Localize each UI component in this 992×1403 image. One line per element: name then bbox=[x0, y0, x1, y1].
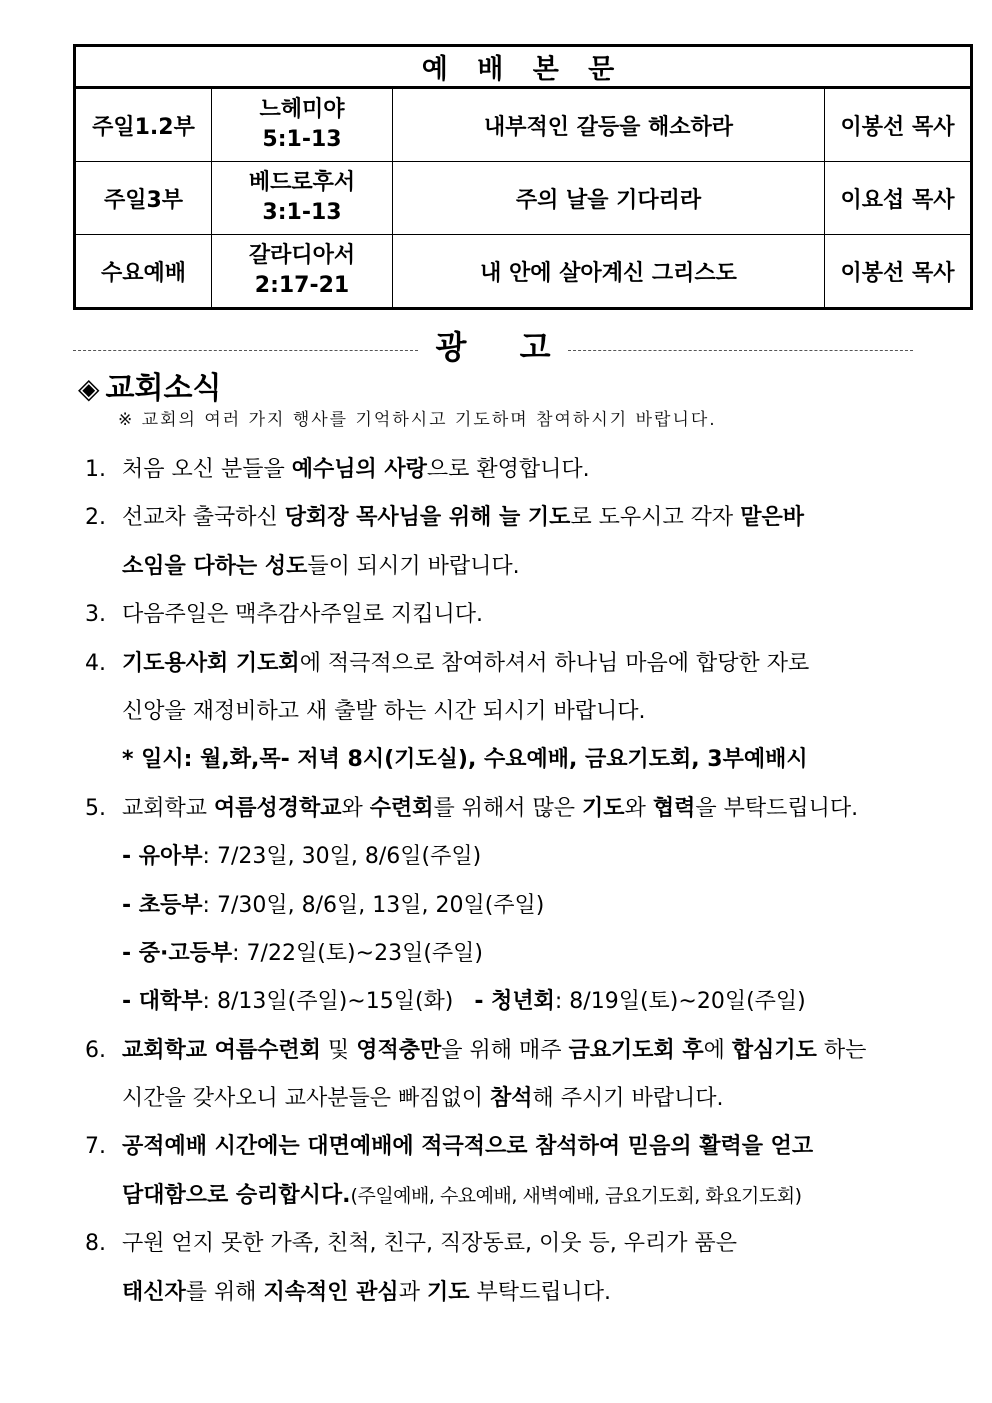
diamond-icon: ◈ bbox=[78, 372, 100, 405]
news-note: ※ 교회의 여러 가지 행사를 기억하시고 기도하며 참여하시기 바랍니다. bbox=[118, 410, 717, 430]
announcements-heading bbox=[73, 320, 913, 368]
schedule-title: 예 배 본 문 bbox=[75, 46, 972, 88]
list-item: 4. 기도용사회 기도회에 적극적으로 참여하셔서 하나님 마음에 합당한 자로 bbox=[85, 650, 810, 676]
list-item-continued: 시간을 갖사오니 교사분들은 빠짐없이 참석해 주시기 바랍니다. bbox=[122, 1086, 724, 1112]
announcements-title: 광 고 bbox=[435, 328, 551, 366]
scripture: 베드로후서 3:1-13 bbox=[212, 162, 393, 235]
sermon-title: 내 안에 살아계신 그리스도 bbox=[393, 235, 825, 309]
table-row bbox=[75, 235, 972, 309]
list-item: 1. 처음 오신 분들을 예수님의 사랑으로 환영합니다. bbox=[85, 457, 590, 482]
table-row bbox=[75, 88, 972, 162]
list-item-continued: * 일시: 월,화,목- 저녁 8시(기도실), 수요예배, 금요기도회, 3부예배시 bbox=[122, 747, 808, 773]
list-item: 8. 구원 얻지 못한 가족, 친척, 친구, 직장동료, 이웃 등, 우리가 품은 bbox=[85, 1231, 737, 1257]
worship-schedule-table bbox=[73, 44, 973, 310]
service-name: 수요예배 bbox=[75, 235, 212, 309]
service-name: 주일1.2부 bbox=[75, 88, 212, 162]
list-sub-item: - 초등부: 7/30일, 8/6일, 13일, 20일(주일) bbox=[122, 892, 545, 918]
table-row bbox=[75, 162, 972, 235]
scripture: 갈라디아서 2:17-21 bbox=[212, 235, 393, 309]
list-sub-item: - 중·고등부: 7/22일(토)~23일(주일) bbox=[122, 940, 483, 966]
preacher: 이봉선 목사 bbox=[825, 88, 972, 162]
preacher: 이봉선 목사 bbox=[825, 235, 972, 309]
church-news-heading bbox=[78, 363, 221, 407]
preacher: 이요섭 목사 bbox=[825, 162, 972, 235]
list-item: 5. 교회학교 여름성경학교와 수련회를 위해서 많은 기도와 협력을 부탁드립니다. bbox=[85, 795, 859, 821]
section-title: 교회소식 bbox=[105, 371, 222, 406]
list-sub-item: - 대학부: 8/13일(주일)~15일(화) - 청년회: 8/19일(토)~20일(주일) bbox=[122, 989, 806, 1015]
divider bbox=[568, 350, 913, 351]
list-item-continued: 담대함으로 승리합시다.(주일예배, 수요예배, 새벽예배, 금요기도회, 화요기도회) bbox=[122, 1182, 802, 1208]
list-item: 2. 선교차 출국하신 당회장 목사님을 위해 늘 기도로 도우시고 각자 맡은바 bbox=[85, 505, 804, 531]
list-item: 7. 공적예배 시간에는 대면예배에 적극적으로 참석하여 믿음의 활력을 얻고 bbox=[85, 1134, 814, 1160]
list-sub-item: - 유아부: 7/23일, 30일, 8/6일(주일) bbox=[122, 844, 482, 870]
list-item-continued: 태신자를 위해 지속적인 관심과 기도 부탁드립니다. bbox=[122, 1279, 611, 1305]
announcement-list bbox=[85, 450, 905, 1321]
scripture: 느헤미야 5:1-13 bbox=[212, 88, 393, 162]
service-name: 주일3부 bbox=[75, 162, 212, 235]
list-item-continued: 신앙을 재정비하고 새 출발 하는 시간 되시기 바랍니다. bbox=[122, 698, 646, 724]
list-item-continued: 소임을 다하는 성도들이 되시기 바랍니다. bbox=[122, 553, 520, 579]
list-item: 6. 교회학교 여름수련회 및 영적충만을 위해 매주 금요기도회 후에 합심기도 하는 bbox=[85, 1037, 867, 1063]
sermon-title: 주의 날을 기다리라 bbox=[393, 162, 825, 235]
list-item: 3. 다음주일은 맥추감사주일로 지킵니다. bbox=[85, 602, 484, 628]
sermon-title: 내부적인 갈등을 해소하라 bbox=[393, 88, 825, 162]
divider bbox=[73, 350, 418, 351]
